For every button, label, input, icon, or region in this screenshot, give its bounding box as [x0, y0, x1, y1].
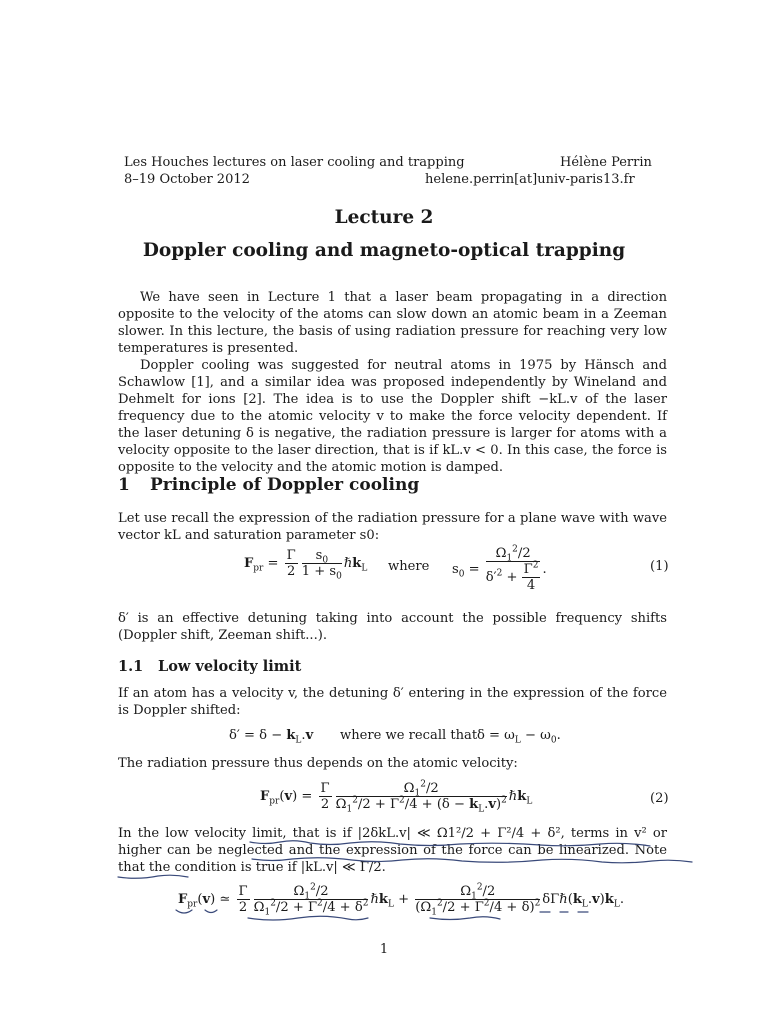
equation-2-number: (2) [650, 791, 669, 806]
intro-paragraph-1: We have seen in Lecture 1 that a laser beam propagating in a direction opposite to the velocity of the atoms can slow down an atomic beam in a Zeeman slower. In this lecture, the basis of using radiation pressure for reaching very low temperatures is presented. [118, 290, 667, 356]
header-author: Hélène Perrin [560, 155, 652, 170]
subsection-paragraph-3: In the low velocity limit, that is if |2δkL.v| ≪ Ω1²/2 + Γ²/4 + δ², terms in v² or higher can be neglected and the expression of the force can be linearized. Note that the condition is true if |kL.v| ≪ Γ/2. [118, 826, 667, 875]
equation-2: $F_{pr}(v)$ = $\frac{\Gamma}{2}$ $\frac{\Omega_1^2/2}{\Omega_1^2/2 + \Gamma^2/4 + (\delta - k_L.v)^2}$ ℏk$_L$ [260, 779, 533, 815]
eq1-lhs: $F_{pr}$ = [244, 556, 283, 574]
intro-paragraph-2: Doppler cooling was suggested for neutral atoms in 1975 by Hänsch and Schawlow [1], and a similar idea was proposed independently by Wineland and Dehmelt for ions [2]. The idea is to use the Doppler shift −kL.v of the laser frequency due to the atomic velocity v to make the force velocity dependent. If the laser detuning δ is negative, the radiation pressure is larger for atoms with a velocity opposite to the laser direction, that is if kL.v < 0. In this case, the force is opposite to the velocity and the atomic motion is damped. [118, 358, 667, 475]
page-number: 1 [379, 942, 389, 957]
subsection-paragraph-2: The radiation pressure thus depends on the atomic velocity: [118, 756, 518, 771]
subsection-paragraph-1: If an atom has a velocity v, the detuning δ′ entering in the expression of the force is Doppler shifted: [118, 686, 667, 718]
header-email: helene.perrin[at]univ-paris13.fr [425, 172, 635, 187]
equation-1-saturation: $s_0$ = $\Omega_1^2/2$ $\delta'^2$ + $\frac{\Gamma^2}{4}$ . [452, 544, 547, 593]
section-title: Principle of Doppler cooling [150, 475, 420, 495]
section1-paragraph-2: δ′ is an effective detuning taking into account the possible frequency shifts (Doppler shift, Zeeman shift...). [118, 611, 667, 643]
section1-paragraph-1: Let use recall the expression of the radiation pressure for a plane wave with wave vector kL and saturation parameter s0: [118, 511, 667, 543]
equation-linearized-force: $F_{pr}(v)$ ≃ $\frac{\Gamma}{2}$ $\frac{\Omega_1^2/2}{\Omega_1^2/2 + \Gamma^2/4 + \delta^2}$ ℏk$_L$ + $\frac{\Omega_1^2/2}{(\Omega_1^2/2 + \Gamma^2/4 + \delta)^2}$ $\delta\Gamma\hbar(k_L.v)k_L$. [178, 882, 624, 918]
lecture-subtitle: Doppler cooling and magneto-optical trapping [142, 240, 626, 261]
equation-detuning-definition: $\delta = \omega_L - \omega_0$. [477, 728, 561, 746]
lecture-title: Lecture 2 [334, 207, 434, 228]
equation-1-number: (1) [650, 559, 669, 574]
subsection-title: Low velocity limit [158, 658, 302, 675]
eq1-where: where [388, 559, 430, 574]
equation-1: $F_{pr}$ = $\frac{\Gamma}{2}$ $\frac{s_0}{1 + s_0}$ ℏk$_L$ [244, 548, 368, 582]
equation-doppler-shift: $\delta' = \delta - k_L.v$ [229, 728, 314, 746]
section-number: 1 [118, 475, 130, 495]
header-course: Les Houches lectures on laser cooling and trapping [124, 155, 465, 170]
eq-recall-text: where we recall that [340, 728, 478, 743]
subsection-number: 1.1 [118, 658, 144, 675]
header-dates: 8–19 October 2012 [124, 172, 250, 187]
